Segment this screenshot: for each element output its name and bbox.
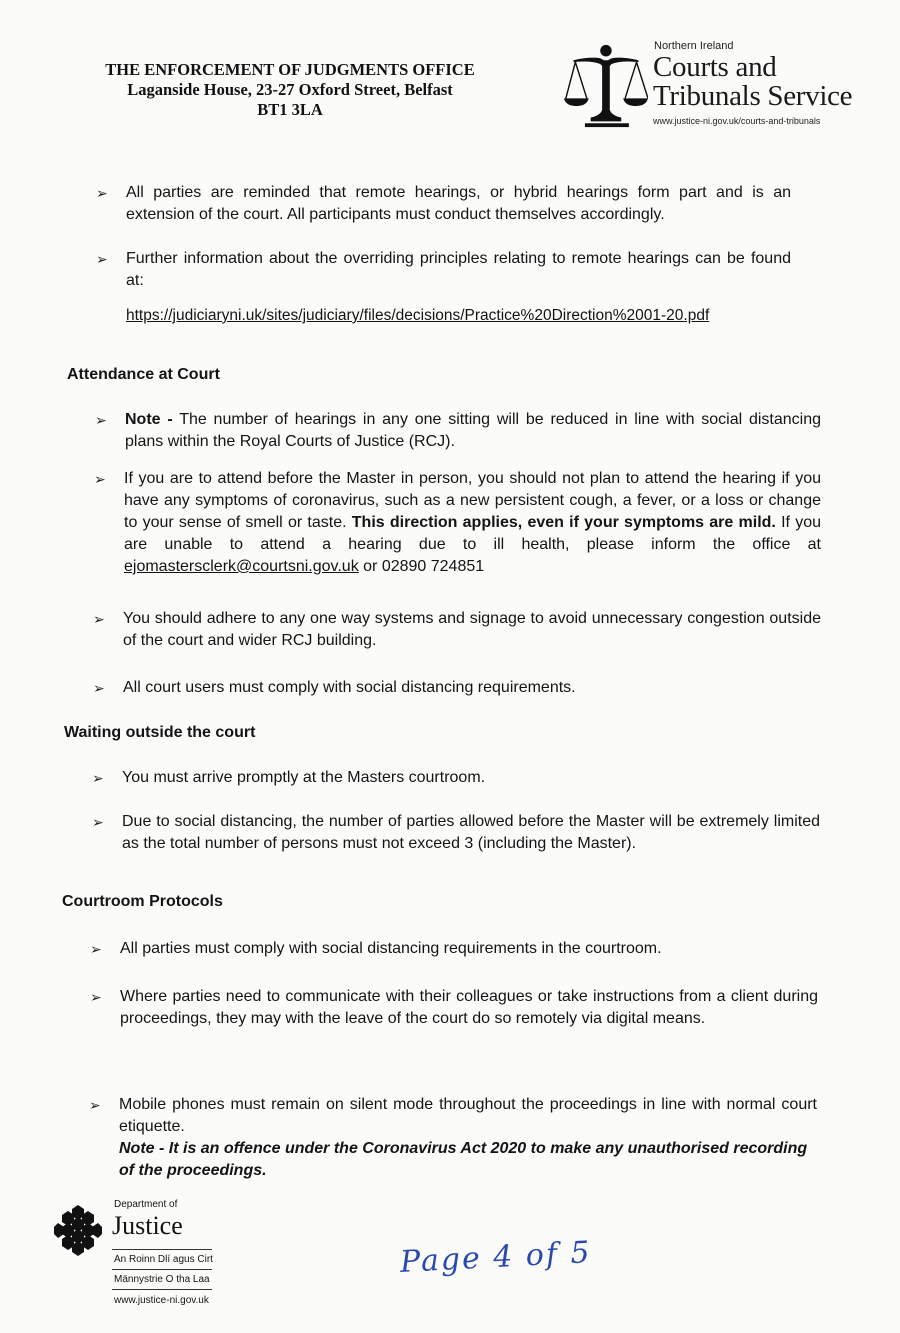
recording-offence-note: Note - It is an offence under the Coronavirus Act 2020 to make any unauthorised recording of the proceedings. <box>119 1140 808 1179</box>
list-item: ➢ Due to social distancing, the number of parties allowed before the Master will be extremely limited as the total number of persons must not exceed 3 (including the Master). <box>92 813 820 852</box>
doj-name: Justice <box>112 1211 183 1240</box>
practice-direction-link-row <box>126 305 826 327</box>
arrow-bullet-icon: ➢ <box>92 770 104 786</box>
office-phone: or 02890 724851 <box>358 558 485 575</box>
handwritten-page-number: Page 4 of 5 <box>399 1235 593 1280</box>
list-item: ➢ All parties must comply with social distancing requirements in the courtroom. <box>120 938 818 960</box>
courts-url: www.justice-ni.gov.uk/courts-and-tribunals <box>653 116 821 126</box>
arrow-bullet-icon: ➢ <box>96 251 108 267</box>
doj-ulster-scots-name: Männystrie O tha Laa <box>114 1274 210 1285</box>
courts-tribunals-logo <box>562 40 872 132</box>
doj-irish-name: An Roinn Dlí agus Cirt <box>114 1254 213 1265</box>
divider <box>112 1269 212 1270</box>
arrow-bullet-icon: ➢ <box>94 471 106 487</box>
arrow-bullet-icon: ➢ <box>95 412 107 428</box>
section-heading-attendance: Attendance at Court <box>67 366 220 383</box>
courts-name: Courts and Tribunals Service <box>653 51 853 112</box>
hexagon-cluster-icon <box>52 1203 104 1259</box>
office-address-block <box>80 60 500 120</box>
arrow-bullet-icon: ➢ <box>90 941 102 957</box>
list-item: ➢ All court users must comply with social distancing requirements. <box>123 677 821 699</box>
arrow-bullet-icon: ➢ <box>92 814 104 830</box>
section-heading-protocols: Courtroom Protocols <box>62 893 223 910</box>
list-item: ➢ Further information about the overriding principles relating to remote hearings can be found at: <box>96 250 791 289</box>
doj-dept-label: Department of <box>114 1199 178 1210</box>
arrow-bullet-icon: ➢ <box>89 1097 101 1113</box>
divider <box>112 1289 212 1290</box>
office-title: THE ENFORCEMENT OF JUDGMENTS OFFICE <box>105 60 475 79</box>
list-item: ➢ You should adhere to any one way systems and signage to avoid unnecessary congestion outside of the court and wider RCJ building. <box>93 610 821 649</box>
office-street: Laganside House, 23-27 Oxford Street, Belfast <box>127 80 453 99</box>
office-postcode: BT1 3LA <box>257 100 323 119</box>
divider <box>112 1249 212 1250</box>
doj-url: www.justice-ni.gov.uk <box>114 1295 209 1306</box>
arrow-bullet-icon: ➢ <box>93 611 105 627</box>
section-heading-waiting: Waiting outside the court <box>64 724 256 741</box>
arrow-bullet-icon: ➢ <box>93 680 105 696</box>
list-item: ➢ Mobile phones must remain on silent mode throughout the proceedings in line with normal court etiquette. Note - It is an offence under the Coronavirus Act 2020 to make any unauthorised recording of the proceedings. <box>119 1094 817 1182</box>
list-item: ➢ All parties are reminded that remote hearings, or hybrid hearings form part and is an extension of the court. All participants must conduct themselves accordingly. <box>96 184 791 223</box>
scales-of-justice-icon <box>562 42 648 130</box>
clerk-email-link[interactable]: ejomastersclerk@courtsni.gov.uk <box>124 558 359 575</box>
department-of-justice-logo <box>52 1197 252 1317</box>
practice-direction-link[interactable]: https://judiciaryni.uk/sites/judiciary/files/decisions/Practice%20Direction%2001-20.pdf <box>126 307 710 324</box>
list-item: ➢ If you are to attend before the Master in person, you should not plan to attend the hearing if you have any symptoms of coronavirus, such as a new persistent cough, a fever, or a loss or change to your sense of smell or taste. This direction applies, even if your symptoms are mild. If you are unable to attend a hearing due to ill health, please inform the office at ejomastersclerk@courtsni.gov.uk or 02890 724851 <box>94 470 822 575</box>
courts-region-label: Northern Ireland <box>654 40 734 52</box>
list-item: ➢ You must arrive promptly at the Masters courtroom. <box>122 767 820 789</box>
arrow-bullet-icon: ➢ <box>90 989 102 1005</box>
list-item: ➢ Note - The number of hearings in any one sitting will be reduced in line with social distancing plans within the Royal Courts of Justice (RCJ). <box>95 411 822 450</box>
list-item: ➢ Where parties need to communicate with their colleagues or take instructions from a client during proceedings, they may with the leave of the court do so remotely via digital means. <box>90 988 818 1027</box>
arrow-bullet-icon: ➢ <box>96 185 108 201</box>
